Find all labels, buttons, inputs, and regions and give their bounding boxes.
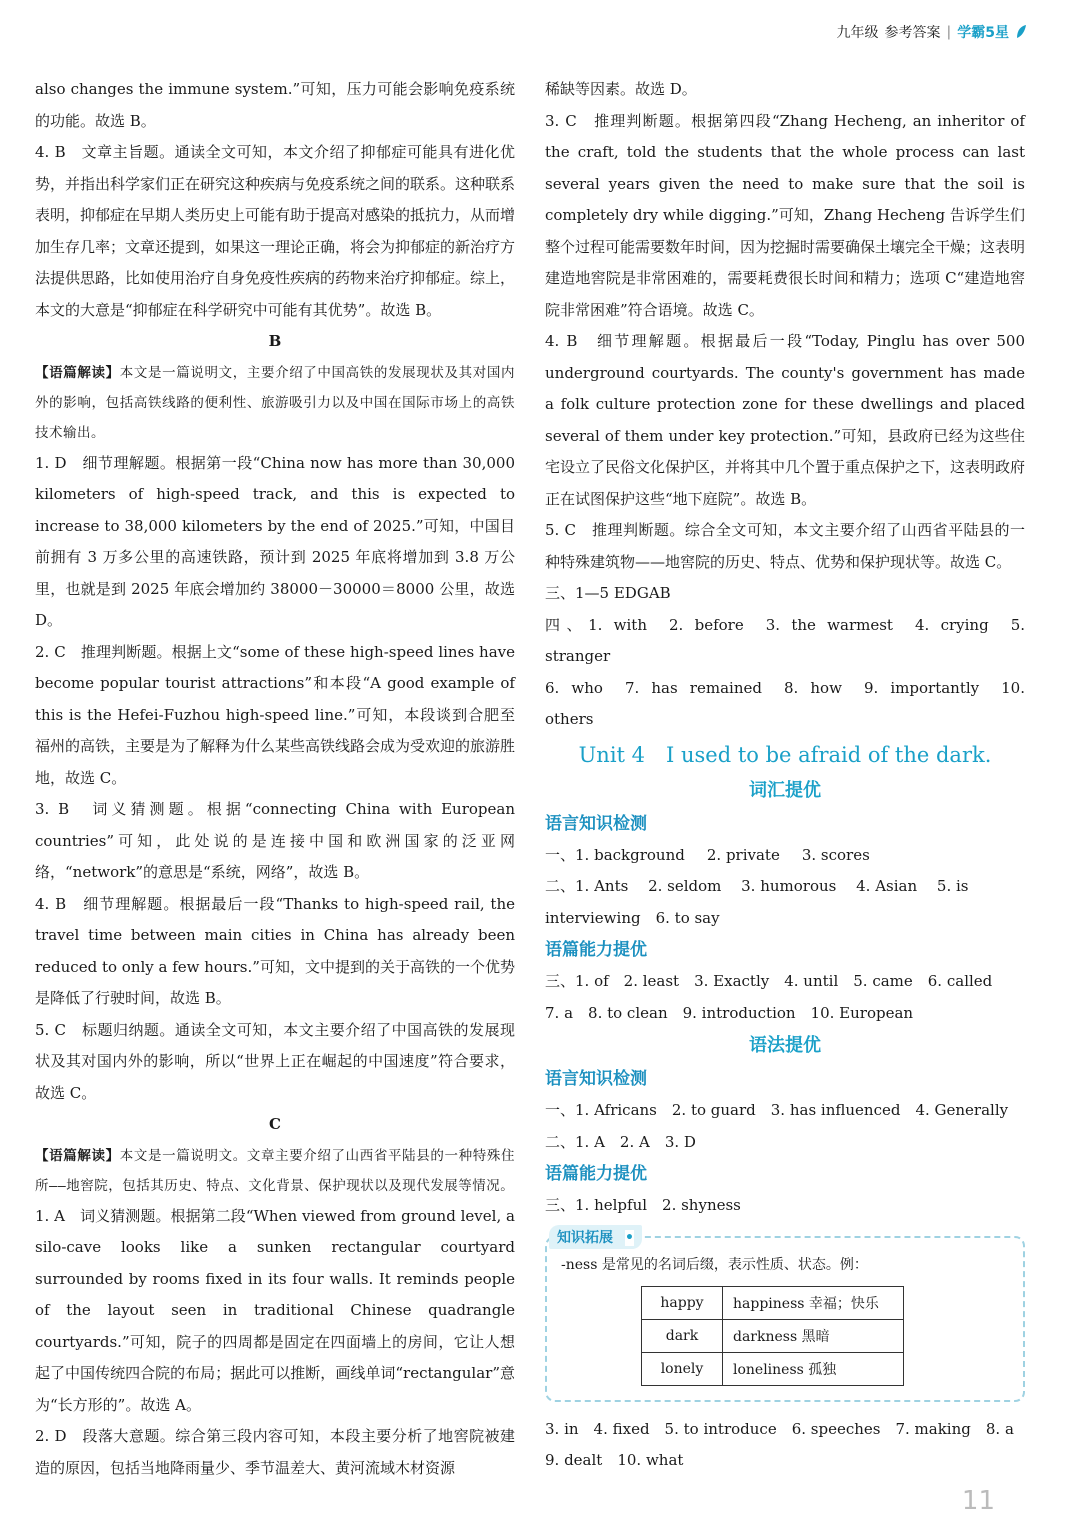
answer-item: 4. crying — [914, 615, 989, 634]
intro-text: 本文是一篇说明文。文章主要介绍了山西省平陆县的一种特殊住所——地窖院，包括其历史、特点、文化背景、保护现状以及现代发展等情况。 — [35, 1147, 516, 1194]
answer-line — [545, 673, 1025, 736]
answer-item: 5. stranger — [545, 615, 1025, 665]
answer-line: 三、1. of 2. least 3. Exactly 4. until 5. came 6. called — [545, 972, 993, 990]
table-cell-word: happy — [642, 1286, 723, 1319]
header-divider: | — [946, 24, 952, 40]
answer-label: 一、 — [545, 845, 576, 864]
left-column — [35, 74, 515, 1484]
intro-tag: 【语篇解读】 — [35, 364, 120, 381]
answer-paragraph: 4. B 细节理解题。根据最后一段“Thanks to high-speed rail, the travel time between main cities in China has already been reduced to only a few hours.”可知，文中提到的关于高铁的一个优势是降低了行驶时间，故选 B。 — [35, 894, 515, 1007]
answer-line: interviewing 6. to say — [545, 908, 720, 927]
answer-item: 1. background — [575, 845, 685, 864]
answer-paragraph: 3. C 推理判断题。根据第四段“Zhang Hecheng, an inheritor of the craft, told the students that the whole process can last several years given the need to make sure that the soil is completely dry while digging.”可知，Zhang Hecheng 告诉学生们整个过程可能需要数年时间，因为挖掘时需要确保土壤完全干燥；这表明建造地窖院是非常困难的，需要耗费很长时间和精力；选项 C“建造地窖院非常困难”符合语境。故选 C。 — [545, 111, 1026, 319]
section-heading-c: C — [269, 1115, 281, 1133]
intro-text: 本文是一篇说明文，主要介绍了中国高铁的发展现状及其对国内外的影响，包括高铁线路的便利性、旅游吸引力以及中国在国际市场上的高铁技术输出。 — [35, 364, 516, 441]
knowledge-box — [545, 1229, 1025, 1402]
subsection-title: 语篇能力提优 — [545, 940, 647, 960]
table-cell-word: lonely — [642, 1352, 723, 1385]
answer-item: 3. the warmest — [765, 615, 893, 634]
answer-item: 7. has remained — [624, 678, 762, 697]
suffix-table — [641, 1286, 904, 1386]
intro-tag: 【语篇解读】 — [35, 1147, 120, 1164]
vocab-section-title: 词汇提优 — [749, 779, 821, 801]
table-cell-derived: happiness 幸福；快乐 — [723, 1286, 904, 1319]
answer-paragraph: 1. A 词义猜测题。根据第二段“When viewed from ground level, a silo-cave looks like a sunken rectangular courtyard surrounded by rooms fixed in its four walls. It reminds people of the layout seen in traditional Chinese quadrangle courtyards.”可知，院子的四周都是固定在四面墙上的房间，它让人想起了中国传统四合院的布局；据此可以推断，画线单词“rectangular”意为“长方形的”。故选 A。 — [35, 1206, 515, 1414]
section-heading-b: B — [268, 332, 282, 350]
answer-line — [545, 610, 1025, 673]
answer-line: 一、1. Africans 2. to guard 3. has influenced 4. Generally — [545, 1101, 1009, 1119]
table-cell-derived: loneliness 孤独 — [723, 1352, 904, 1385]
answer-line — [545, 840, 1025, 872]
answer-item: 8. how — [783, 678, 842, 697]
table-cell-word: dark — [642, 1319, 723, 1352]
brand-logo: 学霸5星 — [957, 25, 1009, 41]
answer-item: 6. who — [545, 678, 603, 697]
answer-paragraph: 5. C 推理判断题。综合全文可知，本文主要介绍了山西省平陆县的一种特殊建筑物——地窖院的历史、特点、优势和保护现状等。故选 C。 — [545, 521, 1025, 571]
subsection-title: 语言知识检测 — [545, 1069, 647, 1089]
table-row — [642, 1286, 904, 1319]
answer-item: 10. others — [545, 678, 1025, 728]
answer-paragraph: 稀缺等因素。故选 D。 — [545, 80, 697, 98]
table-row — [642, 1319, 904, 1352]
page-header — [837, 20, 1027, 44]
answer-paragraph: 1. D 细节理解题。根据第一段“China now has more than 30,000 kilometers of high-speed track, and this is expected to increase to 38,000 kilometers by the end of 2025.”可知，中国目前拥有 3 万多公里的高速铁路，预计到 2025 年底将增加到 3.8 万公里，也就是到 2025 年底会增加约 38000－30000＝8000 公里，故选 D。 — [35, 453, 515, 629]
passage-intro-b — [35, 358, 515, 448]
answer-paragraph: 2. C 推理判断题。根据上文“some of these high-speed lines have become popular tourist attractions”和本段“A good example of this is the Hefei-Fuzhou high-speed line.”可知，本段谈到合肥至福州的高铁，主要是为了解释为什么某些高铁线路会成为受欢迎的旅游胜地，故选 C。 — [35, 642, 516, 787]
subsection-title: 语篇能力提优 — [545, 1164, 647, 1184]
passage-intro-c — [35, 1141, 515, 1201]
answer-paragraph: 5. C 标题归纳题。通读全文可知，本文主要介绍了中国高铁的发展现状及其对国内外的影响，所以“世界上正在崛起的中国速度”符合要求，故选 C。 — [35, 1020, 515, 1102]
answer-label: 四、 — [545, 615, 589, 634]
answer-item: 2. before — [669, 615, 744, 634]
knowledge-badge: 知识拓展 • — [549, 1225, 642, 1249]
answer-line: 9. dealt 10. what — [545, 1451, 684, 1469]
answer-paragraph: 3. B 词义猜测题。根据“connecting China with European countries”可知，此处说的是连接中国和欧洲国家的泛亚网络，“network”的意思是“系统，网络”，故选 B。 — [35, 800, 515, 881]
answer-paragraph: 4. B 文章主旨题。通读全文可知，本文介绍了抑郁症可能具有进化优势，并指出科学家们正在研究这种疾病与免疫系统之间的联系。这种联系表明，抑郁症在早期人类历史上可能有助于提高对感染的抵抗力，从而增加生存几率；文章还提到，如果这一理论正确，将会为抑郁症的新治疗方法提供思路，比如使用治疗自身免疫性疾病的药物来治疗抑郁症。综上，本文的大意是“抑郁症在科学研究中可能有其优势”。故选 B。 — [35, 143, 516, 319]
answer-item: 2. private — [706, 845, 780, 864]
table-cell-derived: darkness 黑暗 — [723, 1319, 904, 1352]
answer-item: 1. with — [588, 615, 647, 634]
leaf-icon — [1015, 24, 1027, 40]
right-column — [545, 74, 1025, 1477]
answer-paragraph: 4. B 细节理解题。根据最后一段“Today, Pinglu has over 500 underground courtyards. The county's government has made a folk culture protection zone for these dwellings and placed several of them under key protection.”可知，县政府已经为这些住宅设立了民俗文化保护区，并将其中几个置于重点保护之下，这表明政府正在试图保护这些“地下庭院”。故选 B。 — [545, 332, 1026, 508]
grammar-section-title: 语法提优 — [749, 1035, 821, 1056]
table-row — [642, 1352, 904, 1385]
answer-item: 9. importantly — [863, 678, 980, 697]
subsection-title: 语言知识检测 — [545, 813, 647, 834]
answer-line: 二、1. A 2. A 3. D — [545, 1132, 696, 1151]
answer-line: 三、1. helpful 2. shyness — [545, 1196, 741, 1214]
answer-item: 3. scores — [801, 845, 870, 864]
page-number: 11 — [961, 1486, 995, 1516]
answer-paragraph: 2. D 段落大意题。综合第三段内容可知，本段主要分析了地窖院被建造的原因，包括当地降雨量少、季节温差大、黄河流域木材资源 — [35, 1427, 515, 1477]
section-label: 参考答案 — [884, 25, 941, 41]
unit-title: Unit 4 I used to be afraid of the dark. — [578, 742, 992, 767]
grade-label: 九年级 — [836, 25, 879, 41]
answer-line: 7. a 8. to clean 9. introduction 10. European — [545, 1003, 914, 1022]
knowledge-lead: -ness 是常见的名词后缀，表示性质、状态。例： — [561, 1256, 868, 1273]
answer-line: 二、1. Ants 2. seldom 3. humorous 4. Asian 5. is — [545, 877, 969, 895]
answer-line: 三、1—5 EDGAB — [545, 584, 671, 602]
answer-line: 3. in 4. fixed 5. to introduce 6. speeches 7. making 8. a — [545, 1419, 1014, 1438]
answer-paragraph: also changes the immune system.”可知，压力可能会影响免疫系统的功能。故选 B。 — [35, 80, 515, 130]
